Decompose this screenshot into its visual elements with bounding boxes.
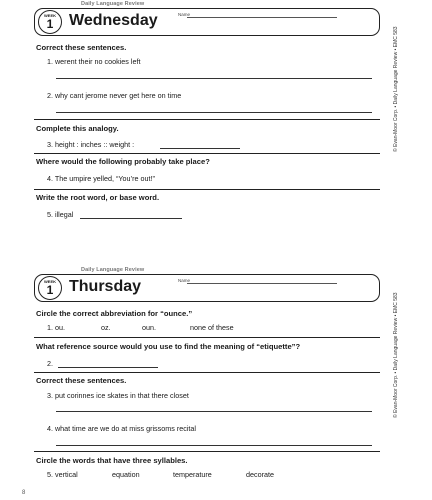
week-badge [38, 276, 62, 300]
section-divider [34, 337, 380, 338]
section-heading: Where would the following probably take place? [36, 157, 210, 166]
exercise-item: 4. The umpire yelled, “You’re out!” [47, 174, 155, 183]
answer-line[interactable] [160, 148, 240, 149]
day-title-box [34, 8, 380, 36]
answer-line[interactable] [56, 78, 372, 79]
day-title: Wednesday [69, 12, 158, 29]
section-divider [34, 119, 380, 120]
section-heading: Circle the words that have three syllables. [36, 456, 188, 465]
answer-line[interactable] [56, 112, 372, 113]
week-number: 1 [46, 17, 54, 31]
answer-line[interactable] [80, 218, 182, 219]
page-header: Daily Language Review [81, 267, 145, 273]
copyright-side-text: © Evan-Moor Corp. • Daily Language Review • EMC 583 [393, 26, 399, 152]
day-title-box [34, 274, 380, 302]
section-heading: Correct these sentences. [36, 43, 127, 52]
copyright-side-text: © Evan-Moor Corp. • Daily Language Review • EMC 583 [393, 292, 399, 418]
day-title: Thursday [69, 278, 142, 295]
exercise-item: 3. height : inches :: weight : [47, 140, 135, 149]
section-heading: Write the root word, or base word. [36, 193, 160, 202]
week-label: WEEK [44, 279, 56, 284]
section-heading: Correct these sentences. [36, 376, 127, 385]
choice-option[interactable]: oz. [101, 323, 111, 332]
choice-option[interactable]: 1. ou. [47, 323, 65, 332]
choice-option[interactable]: equation [112, 470, 140, 479]
section-heading: Circle the correct abbreviation for “ounce.” [36, 309, 193, 318]
choice-option[interactable]: temperature [173, 470, 212, 479]
name-label: Name [178, 12, 191, 17]
exercise-item: 2. [47, 359, 53, 368]
section-divider [34, 153, 380, 154]
answer-line[interactable] [58, 367, 158, 368]
week-badge [38, 10, 62, 34]
section-divider [34, 189, 380, 190]
exercise-item: 3. put corinnes ice skates in that there closet [47, 391, 189, 400]
section-divider [34, 372, 380, 373]
choice-option[interactable]: none of these [190, 323, 234, 332]
exercise-item: 5. illegal [47, 210, 74, 219]
section-heading: What reference source would you use to find the meaning of “etiquette”? [36, 342, 301, 351]
name-label: Name [178, 278, 191, 283]
exercise-item: 1. werent their no cookies left [47, 57, 141, 66]
section-divider [34, 451, 380, 452]
week-number: 1 [46, 283, 54, 297]
answer-line[interactable] [56, 445, 372, 446]
answer-line[interactable] [56, 411, 372, 412]
choice-option[interactable]: 5. vertical [47, 470, 78, 479]
exercise-item: 4. what time are we do at miss grissoms recital [47, 424, 196, 433]
name-field[interactable] [187, 17, 337, 18]
choice-option[interactable]: oun. [142, 323, 156, 332]
section-heading: Complete this analogy. [36, 124, 119, 133]
choice-option[interactable]: decorate [246, 470, 274, 479]
page-header: Daily Language Review [81, 1, 145, 7]
name-field[interactable] [187, 283, 337, 284]
week-label: WEEK [44, 13, 56, 18]
exercise-item: 2. why cant jerome never get here on time [47, 91, 182, 100]
page-number: 8 [22, 490, 26, 496]
